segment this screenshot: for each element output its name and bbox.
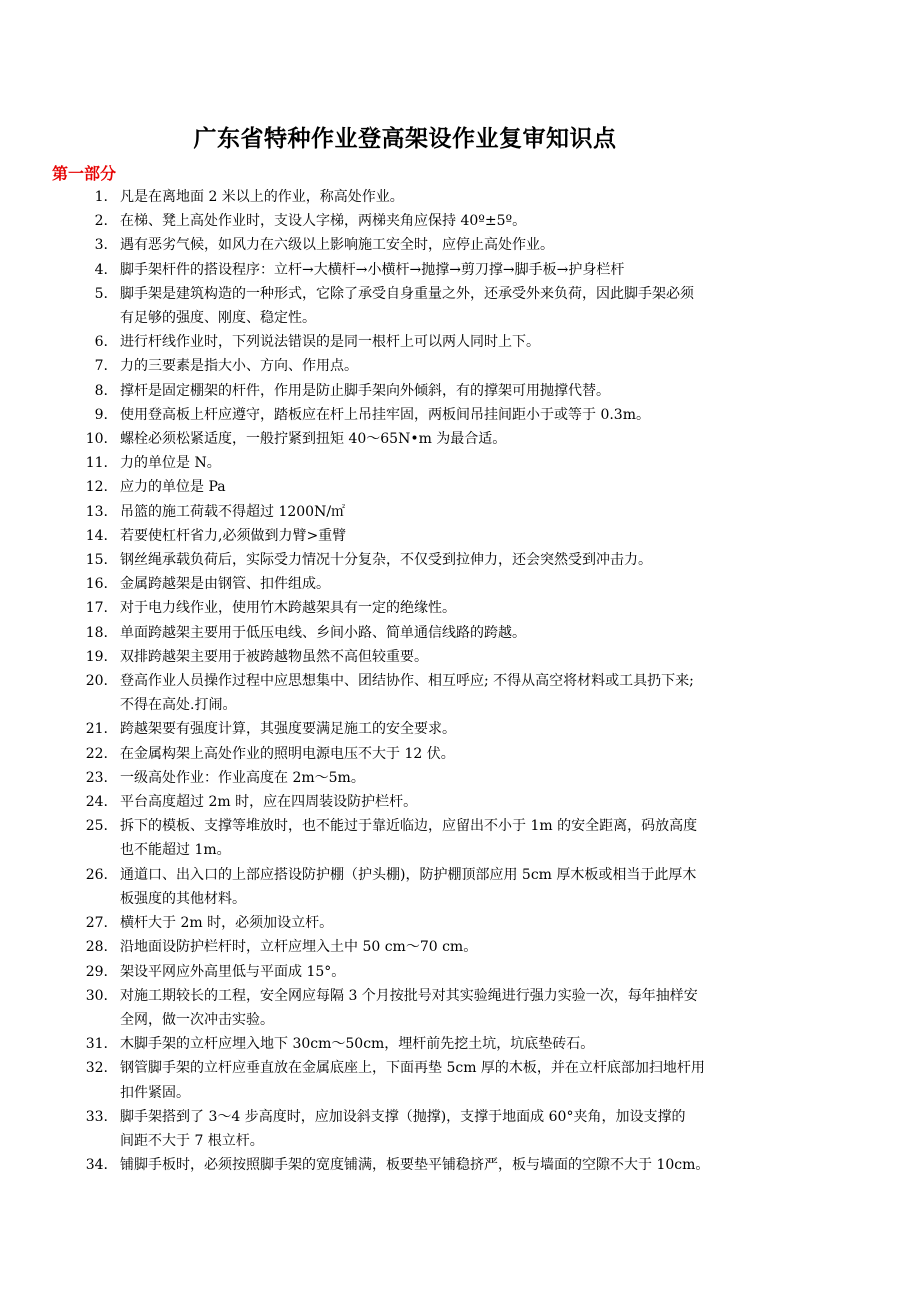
item-text-line: 撑杆是固定棚架的杆件，作用是防止脚手架向外倾斜，有的撑架可用抛撑代替。 <box>120 382 610 399</box>
item-number: 34. <box>85 1157 108 1174</box>
item-number: 12. <box>85 479 108 496</box>
item-number: 27. <box>85 915 108 932</box>
knowledge-point-item <box>0 451 920 475</box>
item-number: 2. <box>94 213 108 230</box>
knowledge-point-item <box>0 1056 920 1104</box>
knowledge-point-item <box>0 572 920 596</box>
item-number: 9. <box>94 406 108 423</box>
item-text-line: 脚手架是建筑构造的一种形式，它除了承受自身重量之外，还承受外来负荷，因此脚手架必须 <box>120 285 694 302</box>
item-text-line: 横杆大于 2m 时，必须加设立杆。 <box>120 915 334 932</box>
item-number: 3. <box>94 237 108 254</box>
item-text-line: 遇有恶劣气候，如风力在六级以上影响施工安全时，应停止高处作业。 <box>120 237 554 254</box>
item-number: 4. <box>94 261 108 278</box>
item-number: 25. <box>85 818 108 835</box>
item-text-line: 力的单位是 N。 <box>120 455 221 472</box>
item-text-line: 钢管脚手架的立杆应垂直放在金属底座上，下面再垫 5cm 厚的木板，并在立杆底部加扫地杆用 <box>120 1060 705 1077</box>
item-text-line: 拆下的模板、支撑等堆放时，也不能过于靠近临边，应留出不小于 1m 的安全距离，码放高度 <box>120 818 698 835</box>
knowledge-point-item <box>0 863 920 911</box>
item-text-line: 架设平网应外高里低与平面成 15°。 <box>120 963 346 980</box>
item-text-line: 使用登高板上杆应遵守，踏板应在杆上吊挂牢固，两板间吊挂间距小于或等于 0.3m。 <box>120 406 650 423</box>
item-text-line: 应力的单位是 Pa <box>120 479 226 496</box>
knowledge-point-item <box>0 282 920 330</box>
item-number: 17. <box>85 600 108 617</box>
knowledge-point-item <box>0 960 920 984</box>
item-number: 28. <box>85 939 108 956</box>
item-text-line: 通道口、出入口的上部应搭设防护棚（护头棚)，防护棚顶部应用 5cm 厚木板或相当于此厚木 <box>120 866 697 883</box>
knowledge-point-item <box>0 645 920 669</box>
item-text-line: 也不能超过 1m。 <box>120 842 231 859</box>
item-text-line: 一级高处作业：作业高度在 2m～5m。 <box>120 769 365 786</box>
item-text-line: 金属跨越架是由钢管、扣件组成。 <box>120 576 330 593</box>
item-number: 15. <box>85 552 108 569</box>
item-text-line: 力的三要素是指大小、方向、作用点。 <box>120 358 358 375</box>
item-text-line: 木脚手架的立杆应埋入地下 30cm～50cm，埋杆前先挖土坑，坑底垫砖石。 <box>120 1036 595 1053</box>
item-text-line: 跨越架要有强度计算，其强度要满足施工的安全要求。 <box>120 721 456 738</box>
item-text-line: 螺栓必须松紧适度，一般拧紧到扭矩 40～65N•m 为最合适。 <box>120 431 507 448</box>
knowledge-point-item <box>0 766 920 790</box>
knowledge-point-item <box>0 742 920 766</box>
knowledge-point-item <box>0 911 920 935</box>
item-number: 31. <box>85 1036 108 1053</box>
item-number: 21. <box>85 721 108 738</box>
item-text-line: 沿地面设防护栏杆时，立杆应埋入土中 50 cm～70 cm。 <box>120 939 478 956</box>
knowledge-point-item <box>0 548 920 572</box>
item-text-line: 全网，做一次冲击实验。 <box>120 1011 274 1028</box>
knowledge-point-item <box>0 814 920 862</box>
item-number: 30. <box>85 987 108 1004</box>
knowledge-point-item <box>0 1153 920 1177</box>
item-number: 20. <box>85 673 108 690</box>
item-text-line: 脚手架搭到了 3～4 步高度时，应加设斜支撑（抛撑)，支撑于地面成 60°夹角，加设支撑的 <box>120 1108 686 1125</box>
knowledge-point-item <box>0 596 920 620</box>
knowledge-point-item <box>0 790 920 814</box>
item-text-line: 扣件紧固。 <box>120 1084 190 1101</box>
item-number: 5. <box>94 285 108 302</box>
item-number: 7. <box>94 358 108 375</box>
item-number: 24. <box>85 794 108 811</box>
item-number: 19. <box>85 648 108 665</box>
item-number: 6. <box>94 334 108 351</box>
knowledge-point-item <box>0 330 920 354</box>
knowledge-point-item <box>0 185 920 209</box>
item-text-line: 双排跨越架主要用于被跨越物虽然不高但较重要。 <box>120 648 428 665</box>
knowledge-point-item <box>0 621 920 645</box>
item-number: 18. <box>85 624 108 641</box>
knowledge-point-item <box>0 1032 920 1056</box>
item-text-line: 在金属构架上高处作业的照明电源电压不大于 12 伏。 <box>120 745 455 762</box>
knowledge-point-item <box>0 500 920 524</box>
item-number: 16. <box>85 576 108 593</box>
item-number: 10. <box>85 431 108 448</box>
item-text-line: 不得在高处.打闹。 <box>120 697 237 714</box>
item-text-line: 吊篮的施工荷载不得超过 1200N/㎡ <box>120 503 346 520</box>
knowledge-point-item <box>0 258 920 282</box>
item-text-line: 凡是在离地面 2 米以上的作业，称高处作业。 <box>120 189 404 205</box>
knowledge-point-item <box>0 984 920 1032</box>
item-text-line: 进行杆线作业时，下列说法错误的是同一根杆上可以两人同时上下。 <box>120 334 540 351</box>
knowledge-point-item <box>0 427 920 451</box>
item-number: 23. <box>85 769 108 786</box>
knowledge-point-item <box>0 524 920 548</box>
knowledge-point-item <box>0 233 920 257</box>
item-number: 32. <box>85 1060 108 1077</box>
item-number: 13. <box>85 503 108 520</box>
item-text-line: 对施工期较长的工程，安全网应每隔 3 个月按批号对其实验绳进行强力实验一次，每年抽样安 <box>120 987 698 1004</box>
item-number: 26. <box>85 866 108 883</box>
knowledge-point-item <box>0 354 920 378</box>
item-text-line: 间距不大于 7 根立杆。 <box>120 1132 264 1149</box>
document-title: 广东省特种作业登高架设作业复审知识点 <box>193 126 617 152</box>
item-text-line: 平台高度超过 2m 时，应在四周装设防护栏杆。 <box>120 794 418 811</box>
knowledge-point-item <box>0 935 920 959</box>
item-text-line: 板强度的其他材料。 <box>120 890 246 907</box>
item-text-line: 登高作业人员操作过程中应思想集中、团结协作、相互呼应; 不得从高空将材料或工具扔下来; <box>120 673 694 690</box>
item-text-line: 若要使杠杆省力,必须做到力臂>重臂 <box>120 527 347 544</box>
knowledge-point-item <box>0 379 920 403</box>
item-number: 33. <box>85 1108 108 1125</box>
knowledge-point-list <box>0 185 920 1177</box>
knowledge-point-item <box>0 1105 920 1153</box>
item-text-line: 钢丝绳承载负荷后，实际受力情况十分复杂，不仅受到拉伸力，还会突然受到冲击力。 <box>120 552 652 569</box>
section-heading: 第一部分 <box>52 164 117 183</box>
item-text-line: 单面跨越架主要用于低压电线、乡间小路、简单通信线路的跨越。 <box>120 624 526 641</box>
knowledge-point-item <box>0 475 920 499</box>
item-number: 11. <box>85 455 108 472</box>
knowledge-point-item <box>0 669 920 717</box>
item-number: 14. <box>85 527 108 544</box>
item-number: 22. <box>85 745 108 762</box>
item-text-line: 脚手架杆件的搭设程序：立杆→大横杆→小横杆→抛撑→剪刀撑→脚手板→护身栏杆 <box>120 261 625 278</box>
item-text-line: 对于电力线作业，使用竹木跨越架具有一定的绝缘性。 <box>120 600 456 617</box>
item-text-line: 铺脚手板时，必须按照脚手架的宽度铺满，板要垫平铺稳挤严，板与墙面的空隙不大于 10cm。 <box>120 1157 710 1174</box>
knowledge-point-item <box>0 717 920 741</box>
item-number: 1. <box>94 189 108 205</box>
knowledge-point-item <box>0 209 920 233</box>
knowledge-point-item <box>0 403 920 427</box>
item-text-line: 在梯、凳上高处作业时，支设人字梯，两梯夹角应保持 40º±5º。 <box>120 213 527 230</box>
item-text-line: 有足够的强度、刚度、稳定性。 <box>120 310 316 327</box>
item-number: 29. <box>85 963 108 980</box>
item-number: 8. <box>94 382 108 399</box>
